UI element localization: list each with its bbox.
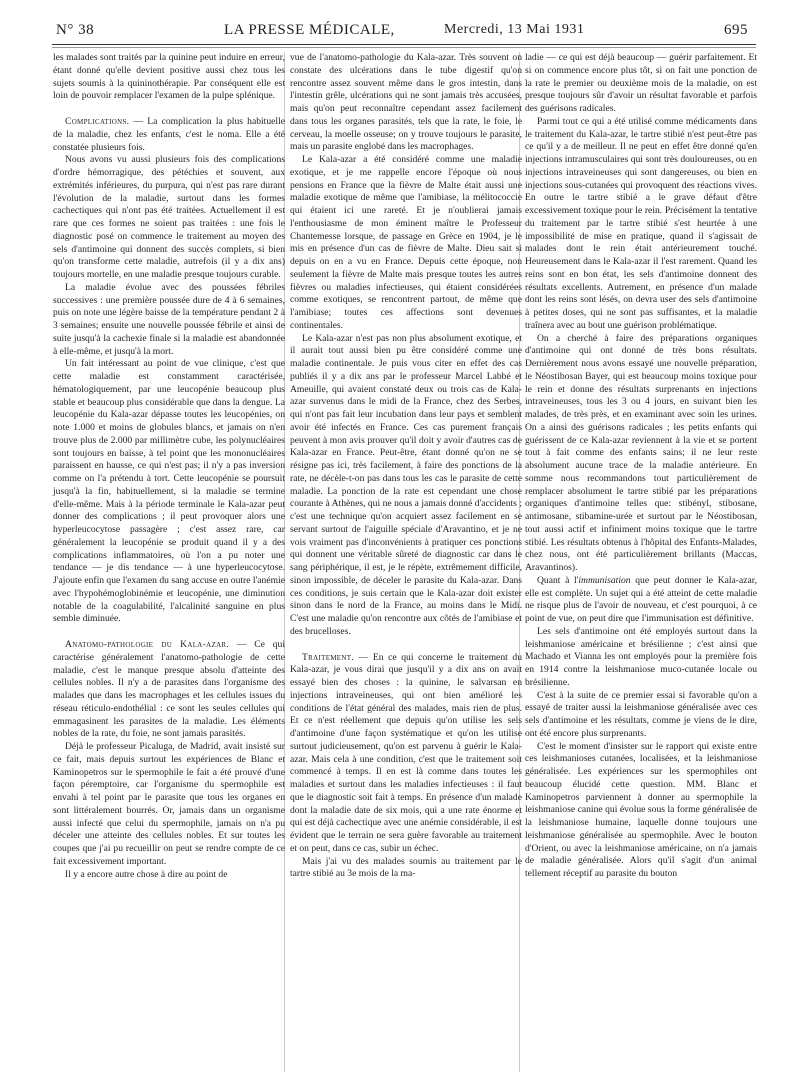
- section-heading: Complications.: [65, 116, 130, 127]
- paragraph: Nous avons vu aussi plusieurs fois des complications d'ordre hémorragique, des pétéchies et souvent, aux extrémités inférieures, du purpura, qui n'est pas rare durant l'évolution de la maladie, surtout dans les formes cachectiques qui n'ont pas été traitées. Actuellement il est rare que ces formes ne soient pas traitées : une fois le diagnostic posé on commence le traitement au moyen des sels d'antimoine qui donnent des succès complets, si bien qu'on transforme cette maladie, autrefois (il y a dix ans) toujours mortelle, en une maladie presque toujours curable.: [53, 154, 285, 280]
- paragraph: On a cherché à faire des préparations organiques d'antimoine qui ont donné de très bons résultats. Dernièrement nous avons essayé une nouvelle préparation, le Néostibosan Bayer, qui est beaucoup moins toxique pour le rein et donne des résultats surprenants en injections intraveineuses, tous les 3 ou 4 jours, en suivant bien les malades, de très près, et en examinant avec soin les urines. On a ainsi des guérisons radicales ; les petits enfants qui guérissent de ce Kala-azar reviennent à la vie et se portent tout à fait comme des enfants sains; il ne leur reste absolument aucune trace de la maladie antérieure. En somme nous recommandons tout particulièrement de remplacer absolument le tartre stibié par les préparations organiques d'antimoine telles que: stibényl, stibosane, antimosane, stibamine-urée et surtout par le Néostibosan, tout aussi actif et infiniment moins toxique que le tartre stibié. Les résultats obtenus à l'hôpital des Enfants-Malades, chez nous, ont été particulièrement brillants (Maccas, Aravantinos).: [525, 332, 757, 573]
- paragraph: Les sels d'antimoine ont été employés surtout dans la leishmaniose américaine et brésilienne ; c'est ainsi que Machado et Vianna les ont employés pour la première fois en 1914 contre la leishmaniose muco-cutanée locale ou brésilienne.: [525, 625, 757, 688]
- issue-date: Mercredi, 13 Mai 1931: [444, 22, 585, 37]
- journal-title: LA PRESSE MÉDICALE,: [224, 22, 395, 38]
- paragraph: La maladie évolue avec des poussées fébriles successives : une première poussée dure de 4 à 6 semaines, puis on note une légère baisse de la température pendant 2 à 3 semaines; ensuite une nouvelle poussée fébrile et ainsi de suite jusqu'à la cachexie finale si la maladie est abandonnée à elle-même, et jusqu'à la mort.: [53, 281, 285, 357]
- page-number: 695: [724, 22, 748, 38]
- paragraph: Le Kala-azar a été considéré comme une maladie exotique, et je me rappelle encore l'époque où nous pensions en France que la fièvre de Malte était aussi une maladie exotique de même que l'amibiase, la mélitococcie qui étaient ici une rareté. Et je n'oublierai jamais l'enthousiasme de mon éminent maître le Professeur Chantemesse lorsque, de passage en Grèce en 1904, je le mis en présence d'un cas de fièvre de Malte. Dieu sait si depuis on en a vu en France. Depuis cette époque, non seulement la fièvre de Malte mais presque toutes les autres fièvres ou maladies infectieuses, qui étaient considérées comme exotiques, se rencontrent partout, de même que l'amibiase; toutes ces affections sont devenues continentales.: [290, 154, 522, 331]
- paragraph: Déjà le professeur Picaluga, de Madrid, avait insisté sur ce fait, mais depuis surtout les expériences de Blanc et Kaminopetros sur le spermophile le fait a été prouvé d'une façon péremptoire, car l'organisme du spermophile est envahi à tel point par le parasite que tous les organes en sont littéralement bourrés. Or, jamais dans un organisme aussi infecté que celui du spermophile, jamais on n'a pu déceler une atteinte des cellules nobles. Et sur toutes les coupes que j'ai pu recueillir on peut se rendre compte de ce fait excessivement important.: [53, 741, 285, 867]
- paragraph: ladie — ce qui est déjà beaucoup — guérir parfaitement. Et si on commence encore plus tôt, si on fait une ponction de la rate le premier ou deuxième mois de la maladie, on est presque toujours sûr d'avoir un résultat favorable et parfois des guérisons radicales.: [525, 52, 757, 114]
- paragraph-text: Quant à l': [537, 574, 579, 586]
- paragraph: Il y a encore autre chose à dire au point de: [65, 868, 228, 880]
- issue-number: N° 38: [56, 22, 95, 38]
- paragraph: les malades sont traités par la quinine peut induire en erreur, étant donné qu'elle devient positive aussi chez tous les sujets soumis à la quininothérapie. Par conséquent elle est loin de pouvoir remplacer l'examen de la pulpe splénique.: [53, 52, 285, 102]
- paragraph: Mais j'ai vu des malades soumis au traitement par le tartre stibié au 3e mois de la ma-: [290, 855, 522, 880]
- emphasis: immunisation: [578, 574, 631, 586]
- header-rule-thin: [52, 47, 756, 48]
- section-heading: Traitement.: [302, 651, 354, 663]
- paragraph: Un fait intéressant au point de vue clinique, c'est que cette maladie est constamment caractérisée, hématologiquement, par une leucopénie beaucoup plus stable et beaucoup plus considérable que dans la dengue. La leucopénie du Kala-azar dépasse toutes les leucopénies, on note 1.000 et moins de globules blancs, et jamais on n'en trouve plus de 2.000 par millimètre cube, les polynucléaires sont toujours en baisse, à tel point que les mononucléaires paraissent en hausse, ce qui n'est pas; il n'y a pas inversion comme on l'a prétendu à tort. Cette leucopénie se poursuit jusqu'à la fin, habituellement, si la maladie se termine d'elle-même. Mais à la période terminale le Kala-azar peut donner des complications ; il peut provoquer alors une hyperleucocytose passagère ; c'est assez rare, car généralement la leucopénie se produit quand il y a des complications inflammatoires, où l'on a pu noter une tendance — je dis tendance — à une hyperleucocytose. J'ajoute enfin que l'examen du sang accuse en outre l'anémie avec l'hypohémoglobinémie et leucopénie, une diminution notable de la coagulabilité, l'alcalinité sanguine en plus semble diminuée.: [53, 358, 285, 625]
- header-rule: [52, 44, 756, 45]
- paragraph-text: que peut donner le Kala-azar, elle est complète. Un sujet qui a été atteint de cette maladie ne risque plus de l'avoir de nouveau, et c'est pourquoi, à ce point de vue, on peut dire que l'immunisation est définitive.: [525, 574, 757, 624]
- column-right: [525, 52, 757, 881]
- paragraph: [53, 116, 285, 154]
- paragraph: vue de l'anatomo-pathologie du Kala-azar. Très souvent on constate des ulcérations dans le tube digestif qu'on rencontre assez souvent même dans le gros intestin, dans l'intestin grêle, ulcérations qui ne sont jamais très accusées, mais qu'on peut reconnaître cependant assez facilement dans tous les organes parasités, tels que la rate, le foie, le cerveau, la moelle osseuse; on y trouve toujours le parasite, mais un parasite englobé dans les macrophages.: [290, 52, 522, 153]
- paragraph: C'est à la suite de ce premier essai si favorable qu'on a essayé de traiter aussi la leishmaniose généralisée avec ces sels d'antimoine et les résultats, comme je viens de le dire, ont été encore plus surprenants.: [525, 689, 757, 739]
- column-middle: [290, 52, 522, 881]
- section-heading: Anatomo-pathologie du Kala-azar.: [65, 639, 230, 650]
- paragraph: Le Kala-azar n'est pas non plus absolument exotique, et il aurait tout aussi bien pu être considéré comme une maladie continentale. Je puis vous citer en effet des cas publiés il y a dix ans par le professeur Marcel Labbé et Ameuille, qui avaient constaté deux ou trois cas de Kala-azar survenus dans le midi de la France, chez des Serbes, qui n'ont pas fait leur incubation dans leur pays et semblent avoir été infectés en France. Ces cas purement français peuvent à mon avis prouver qu'il doit y avoir d'autres cas de Kala-azar en France. Peut-être, étant donné qu'on ne se résigne pas ici, très facilement, à faire des ponctions de la rate, ne décèle-t-on pas dans tous les cas le parasite de cette maladie. La ponction de la rate est cependant une chose courante à Athènes, qui ne nous a jamais donné d'accidents ; c'est une technique qu'on acquiert assez facilement en se servant surtout de l'aiguille spéciale d'Aravantino, et je ne vois vraiment pas d'inconvénients à pratiquer ces ponctions qui donnent une véritable sûreté de diagnostic car dans le sang périphérique, il est, je le répète, extrêmement difficile, sinon impossible, de déceler le parasite du Kala-azar. Dans ces conditions, je suis certain que le Kala-azar doit exister sinon dans le nord de la France, au moins dans le Midi. C'est une maladie qu'on rencontre aux côtés de l'amibiase et des brucelloses.: [290, 332, 522, 637]
- paragraph: Parmi tout ce qui a été utilisé comme médicaments dans le traitement du Kala-azar, le tartre stibié n'est peut-être pas ce qu'il y a de meilleur. Il ne peut en effet être donné qu'en injections intramusculaires qui sont très douloureuses, ou en injections intraveineuses qui sont dangereuses, ou bien en injections sous-cutanées qui provoquent des réactions vives. En outre le tartre stibié a le grave défaut d'être excessivement toxique pour le rein. Précisément la tentative du traitement par le tartre stibié s'est heurtée à une impossibilité de mise en pratique, quand il s'agissait de malades dont le rein était antérieurement touché. Heureusement dans le Kala-azar il l'est rarement. Quand les reins sont en bon état, les sels d'antimoine donnent des résultats excellents. Autrement, en présence d'un malade dont les reins sont lésés, on devra user des sels d'antimoine à petites doses, qui ne sont pas suffisantes, et la maladie traînera avec au bout une guérison problématique.: [525, 115, 757, 331]
- paragraph: [53, 639, 285, 741]
- column-left: [53, 52, 285, 881]
- paragraph-text: — En ce qui concerne le traitement du Kala-azar, je vous dirai que jusqu'il y a dix ans on avait essayé bien des choses : la quinine, le salvarsan en injections intraveineuses, qui ont bien amélioré les conditions de l'état général des malades, mais rien de plus. Et ce n'est réellement que depuis qu'on utilise les sels d'antimoine d'une façon systématique et qu'on les utilise surtout judicieusement, qu'on est parvenu à guérir le Kala-azar. Mais cela à une condition, c'est que le traitement soit commencé à temps. Il en est là comme dans toutes les maladies et surtout dans les maladies infectieuses : il faut que le diagnostic soit fait à temps. En présence d'un malade dont la maladie date de six mois, qui a une rate énorme et qui est déjà cachectique avec une anémie considérable, il est évident que le terrain ne sera guère favorable au traitement et on peut, dans ce cas, subir un échec.: [290, 651, 522, 854]
- paragraph-text: — La complication la plus habituelle de la maladie, chez les enfants, c'est le noma. Elle a été constatée plusieurs fois.: [53, 116, 285, 153]
- running-header: [48, 22, 754, 42]
- paragraph: [290, 652, 522, 856]
- paragraph-text: — Ce qui caractérise généralement l'anatomo-pathologie de cette maladie, c'est le manque presque absolu d'atteinte des cellules nobles. Il n'y a de parasites dans l'organisme des malades que dans les macrophages et les cellules issues du réseau réticulo-endothélial : ce sont les seules cellules qui emmagasinent les parasites de la maladie. Les éléments nobles de la rate, du foie, ne sont jamais parasités.: [53, 639, 285, 740]
- paragraph: C'est le moment d'insister sur le rapport qui existe entre ces leishmanioses cutanées, localisées, et la leishmaniose généralisée. Les expériences sur les spermophiles ont beaucoup élucidé cette question. MM. Blanc et Kaminopetros parviennent à donner au spermophile la leishmaniose canine qui évolue sous la forme généralisée de la leishmaniose humaine, laquelle donne toujours une leishmaniose généralisée au spermophile. Avec le bouton d'Orient, ou avec la leishmaniose américaine, on n'a jamais de maladie généralisée. Alors qu'il s'agit d'un animal tellement réceptif au parasite du bouton: [525, 740, 757, 879]
- paragraph: [525, 575, 757, 626]
